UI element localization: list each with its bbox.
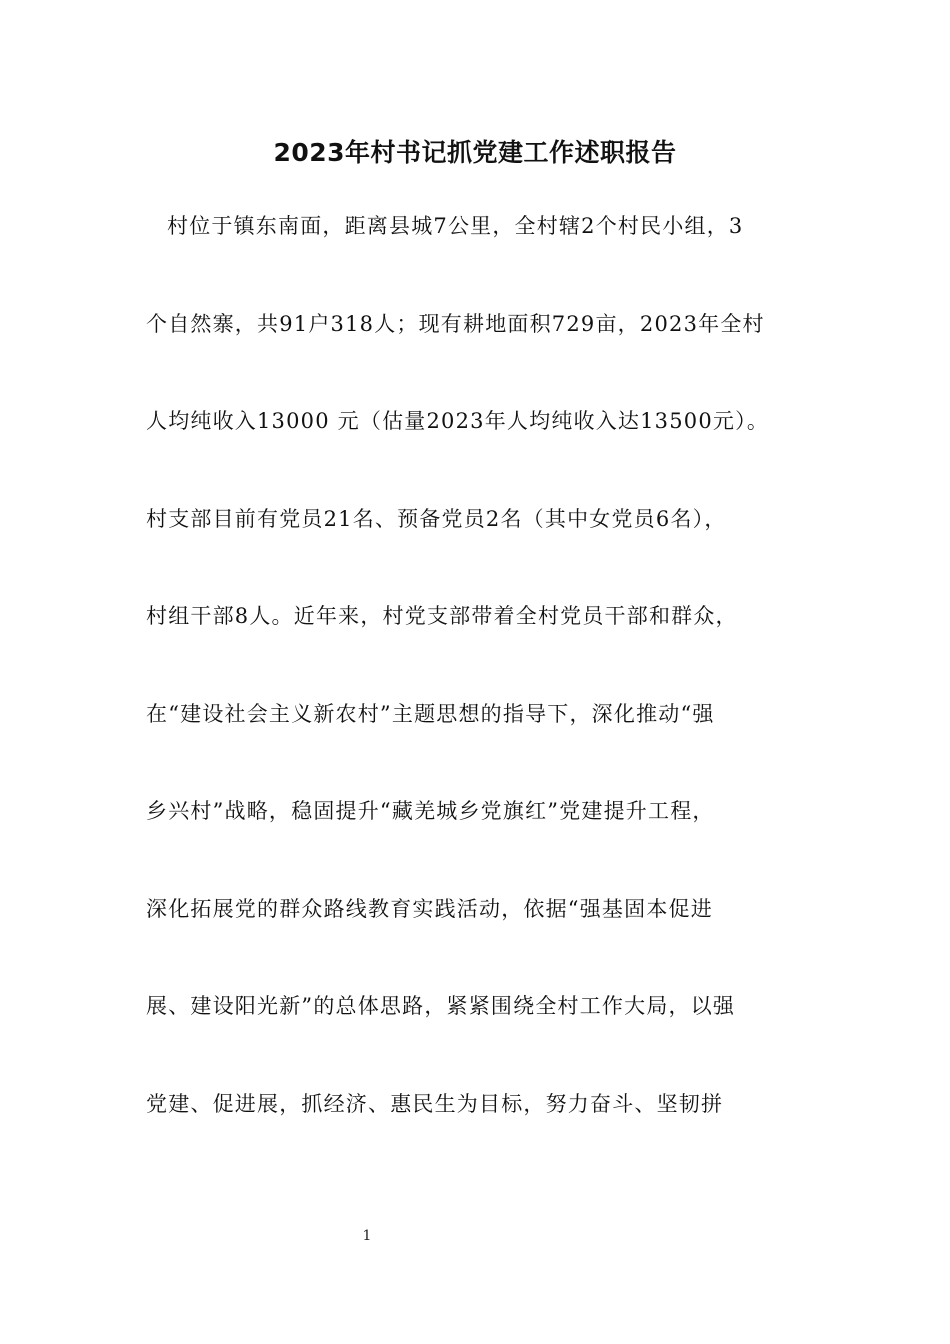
body-line: 展、建设阳光新”的总体思路，紧紧围绕全村工作大局，以强: [146, 994, 736, 1018]
body-line: 个自然寨，共91户318人；现有耕地面积729亩，2023年全村: [146, 312, 765, 336]
body-line: 村组干部8人。近年来，村党支部带着全村党员干部和群众，: [146, 604, 738, 628]
body-line: 党建、促进展，抓经济、惠民生为目标，努力奋斗、坚韧拼: [146, 1092, 724, 1116]
document-title: 2023年村书记抓党建工作述职报告: [273, 138, 677, 167]
body-line: 村支部目前有党员21名、预备党员2名（其中女党员6名），: [146, 507, 727, 531]
body-line: 村位于镇东南面，距离县城7公里，全村辖2个村民小组，3: [167, 214, 744, 238]
body-line: 深化拓展党的群众路线教育实践活动，依据“强基固本促进: [146, 897, 713, 921]
body-line: 人均纯收入13000 元（估量2023年人均纯收入达13500元）。: [146, 409, 770, 433]
page-number: 1: [362, 1228, 372, 1244]
body-line: 乡兴村”战略，稳固提升“藏羌城乡党旗红”党建提升工程，: [146, 799, 715, 823]
body-line: 在“建设社会主义新农村”主题思想的指导下，深化推动“强: [146, 702, 715, 726]
